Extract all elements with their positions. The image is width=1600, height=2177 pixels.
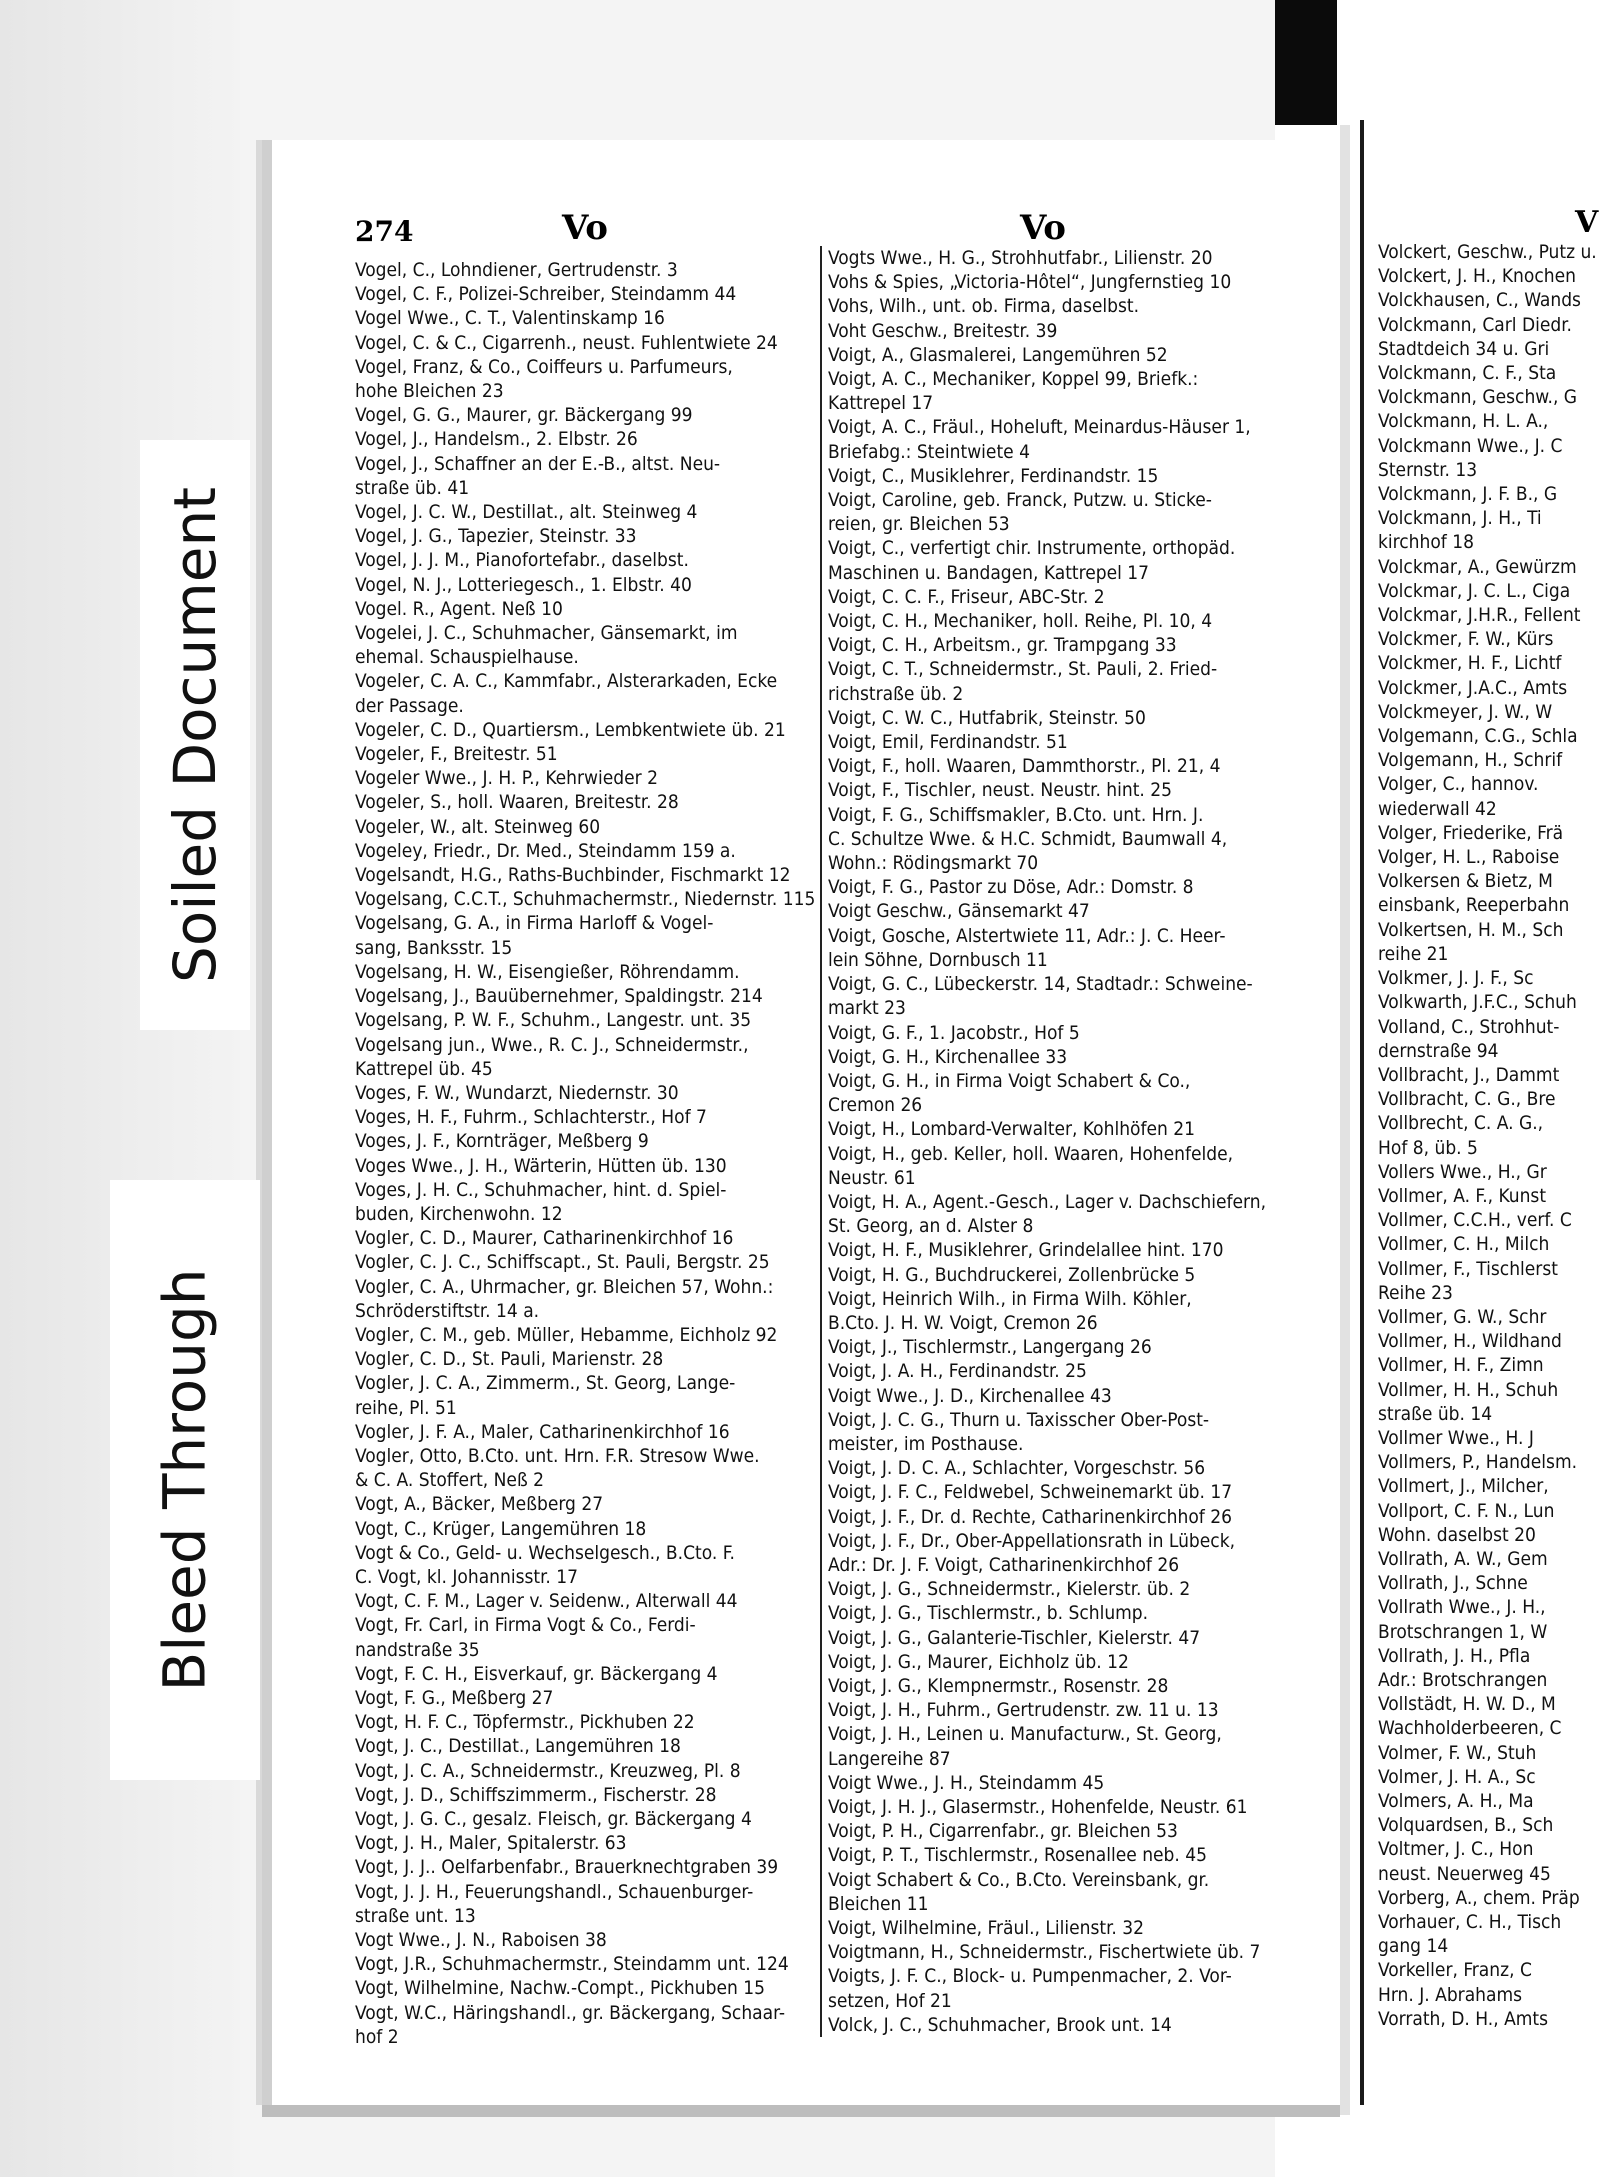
directory-entry: Vollmer, C. H., Milch	[1378, 1233, 1550, 1256]
directory-entry: Voigt, A. C., Mechaniker, Koppel 99, Briefk.:	[828, 368, 1199, 391]
directory-entry: Vogeler, C. A. C., Kammfabr., Alsterarkaden, Ecke	[355, 670, 778, 693]
directory-entry: Kattrepel üb. 45	[355, 1057, 493, 1080]
directory-entry: Voges, J. H. C., Schuhmacher, hint. d. Spiel-	[355, 1178, 727, 1201]
directory-entry: Volger, C., hannov.	[1378, 773, 1539, 796]
directory-entry: Voigt, P. T., Tischlermstr., Rosenallee neb. 45	[828, 1844, 1208, 1867]
directory-entry: Vollstädt, H. W. D., M	[1378, 1693, 1556, 1716]
directory-entry: Voigt, Gosche, Alstertwiete 11, Adr.: J. C. Heer-	[828, 924, 1226, 947]
directory-entry: Voigt Wwe., J. H., Steindamm 45	[828, 1771, 1105, 1794]
directory-entry: Voigt, A. C., Fräul., Hoheluft, Meinardus-Häuser 1,	[828, 416, 1251, 439]
directory-entry: Voigt, J. H., Fuhrm., Gertrudenstr. zw. 11 u. 13	[828, 1699, 1219, 1722]
directory-entry: Cremon 26	[828, 1094, 923, 1117]
directory-entry: Schröderstiftstr. 14 a.	[355, 1299, 540, 1322]
directory-entry: Vorrath, D. H., Amts	[1378, 2007, 1549, 2030]
directory-entry: Volkmer, J. J. F., Sc	[1378, 967, 1534, 990]
directory-entry: Voigt, J. F., Dr., Ober-Appellationsrath in Lübeck,	[828, 1529, 1236, 1552]
directory-entry: Voigt, J. H., Leinen u. Manufacturw., St. Georg,	[828, 1723, 1222, 1746]
directory-entry: Vogeler Wwe., J. H. P., Kehrwieder 2	[355, 767, 658, 790]
directory-entry: Vollmer, C.C.H., verf. C	[1378, 1209, 1572, 1232]
directory-entry: Vogelei, J. C., Schuhmacher, Gänsemarkt, im	[355, 622, 738, 645]
directory-entry: Volckmer, F. W., Kürs	[1378, 628, 1554, 651]
page-bottom-edge	[262, 2105, 1340, 2117]
directory-entry: Voigt, A., Glasmalerei, Langemühren 52	[828, 343, 1168, 366]
directory-entry: Vogel, J. C. W., Destillat., alt. Steinweg 4	[355, 501, 698, 524]
directory-entry: Hof 8, üb. 5	[1378, 1136, 1478, 1159]
directory-entry: Voigt Schabert & Co., B.Cto. Vereinsbank, gr.	[828, 1868, 1210, 1891]
directory-entry: Voigt, J. D. C. A., Schlachter, Vorgeschstr. 56	[828, 1457, 1206, 1480]
directory-entry: reien, gr. Bleichen 53	[828, 513, 1010, 536]
directory-entry: Volmers, A. H., Ma	[1378, 1790, 1534, 1812]
directory-entry: Wachholderbeeren, C	[1378, 1717, 1562, 1740]
directory-entry: der Passage.	[355, 694, 464, 717]
directory-entry: Voigt, H. A., Agent.-Gesch., Lager v. Dachschiefern,	[828, 1190, 1267, 1213]
directory-entry: reihe 21	[1378, 942, 1449, 965]
directory-entry: Vorhauer, C. H., Tisch	[1378, 1911, 1562, 1934]
directory-entry: Vollrath, A. W., Gem	[1378, 1547, 1548, 1570]
directory-entry: Vogler, J. C. A., Zimmerm., St. Georg, Lange-	[355, 1372, 736, 1395]
directory-entry: setzen, Hof 21	[828, 1989, 952, 2012]
directory-entry: Voigt, C. W. C., Hutfabrik, Steinstr. 50	[828, 706, 1146, 729]
directory-entry: Vollmer, H., Wildhand	[1378, 1330, 1562, 1353]
directory-entry: C. Schultze Wwe. & H.C. Schmidt, Baumwall 4,	[828, 827, 1228, 850]
directory-entry: Voigt, C. H., Arbeitsm., gr. Trampgang 33	[828, 634, 1177, 657]
directory-entry: Vogeley, Friedr., Dr. Med., Steindamm 159 a.	[355, 839, 736, 862]
directory-entry: Voigt, C. H., Mechaniker, holl. Reihe, Pl. 10, 4	[828, 610, 1213, 633]
directory-entry: Vogel, J. J. M., Pianofortefabr., daselbst.	[355, 549, 689, 572]
directory-entry: Voigt, J. G., Schneidermstr., Kielerstr. üb. 2	[828, 1578, 1191, 1601]
directory-entry: meister, im Posthause.	[828, 1432, 1024, 1455]
directory-entry: Volckmann, J. F. B., G	[1378, 483, 1558, 506]
directory-entry: buden, Kirchenwohn. 12	[355, 1202, 563, 1225]
directory-entry: Voigt, J., Tischlermstr., Langergang 26	[828, 1336, 1152, 1359]
directory-entry: Vogel, Franz, & Co., Coiffeurs u. Parfumeurs,	[355, 355, 733, 378]
page-edge	[1340, 125, 1350, 2115]
directory-entry: Wohn. daselbst 20	[1378, 1523, 1536, 1546]
directory-entry: Vollbrecht, C. A. G.,	[1378, 1112, 1544, 1135]
directory-entry: Wohn.: Rödingsmarkt 70	[828, 852, 1039, 875]
directory-entry: Volmer, J. H. A., Sc	[1378, 1765, 1536, 1788]
directory-entry: Voigt, J. A. H., Ferdinandstr. 25	[828, 1360, 1087, 1383]
directory-entry: straße üb. 14	[1378, 1402, 1493, 1425]
directory-entry: Voigt, Heinrich Wilh., in Firma Wilh. Köhler,	[828, 1287, 1192, 1310]
directory-entry: Volckmar, A., Gewürzm	[1378, 555, 1577, 578]
directory-entry: Vogler, C. D., Maurer, Catharinenkirchhof 16	[355, 1227, 734, 1250]
directory-entry: Vogt, F. G., Meßberg 27	[355, 1686, 554, 1709]
directory-entry: Vogelsandt, H.G., Raths-Buchbinder, Fischmarkt 12	[355, 864, 791, 887]
directory-entry: reihe, Pl. 51	[355, 1396, 457, 1419]
directory-entry: Neustr. 61	[828, 1166, 916, 1189]
directory-entry: Voigt, Emil, Ferdinandstr. 51	[828, 731, 1068, 754]
directory-entry: Voigtmann, H., Schneidermstr., Fischertwiete üb. 7	[828, 1941, 1261, 1964]
directory-entry: Voigt, G. F., 1. Jacobstr., Hof 5	[828, 1021, 1080, 1044]
directory-entry: Vorkeller, Franz, C	[1378, 1959, 1532, 1982]
directory-entry: Vorberg, A., chem. Präp	[1378, 1886, 1580, 1909]
directory-entry: Vollmer, F., Tischlerst	[1378, 1257, 1558, 1280]
directory-entry: Volland, C., Strohhut-	[1378, 1015, 1560, 1038]
directory-entry: Voigt, F., Tischler, neust. Neustr. hint. 25	[828, 779, 1173, 802]
directory-entry: Vogt, C. F. M., Lager v. Seidenw., Alterwall 44	[355, 1590, 738, 1613]
directory-entry: Volckmeyer, J. W., W	[1378, 700, 1553, 723]
directory-entry: Voigt, C. C. F., Friseur, ABC-Str. 2	[828, 585, 1105, 608]
directory-entry: Voigt, J. H. J., Glasermstr., Hohenfelde, Neustr. 61	[828, 1796, 1248, 1818]
directory-entry: Vogel, J. G., Tapezier, Steinstr. 33	[355, 525, 637, 548]
directory-entry: Adr.: Dr. J. F. Voigt, Catharinenkirchhof 26	[828, 1553, 1180, 1576]
directory-entry: Vogelsang, G. A., in Firma Harloff & Vogel-	[355, 912, 714, 935]
directory-entry: Vollmer, A. F., Kunst	[1378, 1184, 1547, 1207]
directory-entry: Reihe 23	[1378, 1281, 1453, 1304]
directory-entry: Vollmer, G. W., Schr	[1378, 1305, 1547, 1328]
directory-entry: Langereihe 87	[828, 1747, 951, 1770]
directory-entry: Voigt, J. C. G., Thurn u. Taxisscher Ober-Post-	[828, 1408, 1210, 1431]
running-head-right: Vo	[1020, 208, 1066, 248]
directory-entry: Vogt, A., Bäcker, Meßberg 27	[355, 1493, 604, 1516]
directory-entry: Vogt Wwe., J. N., Raboisen 38	[355, 1929, 607, 1952]
directory-entry: straße üb. 41	[355, 476, 470, 499]
directory-entry: Vollrath, J. H., Pfla	[1378, 1644, 1531, 1667]
directory-entry: Vogeler, W., alt. Steinweg 60	[355, 815, 601, 838]
directory-entry: Vogler, Otto, B.Cto. unt. Hrn. F.R. Stresow Wwe.	[355, 1444, 760, 1467]
directory-entry: Voigt, J. G., Maurer, Eichholz üb. 12	[828, 1650, 1129, 1673]
directory-entry: Vollmer, H. H., Schuh	[1378, 1378, 1559, 1401]
directory-entry: einsbank, Reeperbahn	[1378, 894, 1570, 917]
directory-entry: Volgemann, H., Schrif	[1378, 749, 1563, 772]
directory-entry: Voigt, H., Lombard-Verwalter, Kohlhöfen 21	[828, 1118, 1196, 1141]
directory-entry: Vogel, C. & C., Cigarrenh., neust. Fuhlentwiete 24	[355, 331, 778, 354]
directory-entry: Voges Wwe., J. H., Wärterin, Hütten üb. 130	[355, 1154, 727, 1177]
directory-entry: Voigts, J. F. C., Block- u. Pumpenmacher, 2. Vor-	[828, 1965, 1232, 1988]
directory-entry: Vollrath Wwe., J. H.,	[1378, 1596, 1546, 1619]
directory-entry: Vogt, J. G. C., gesalz. Fleisch, gr. Bäckergang 4	[355, 1808, 752, 1830]
directory-entry: Voigt, C., Musiklehrer, Ferdinandstr. 15	[828, 464, 1159, 487]
directory-entry: Volkersen & Bietz, M	[1378, 870, 1553, 893]
directory-entry: Vogt, J. C., Destillat., Langemühren 18	[355, 1735, 681, 1758]
directory-entry: Voigt, G. H., Kirchenallee 33	[828, 1045, 1068, 1068]
directory-entry: Vogt, C., Krüger, Langemühren 18	[355, 1517, 647, 1540]
directory-entry: Hrn. J. Abrahams	[1378, 1983, 1523, 2006]
directory-entry: Briefabg.: Steintwiete 4	[828, 440, 1030, 463]
directory-entry: Vogel, G. G., Maurer, gr. Bäckergang 99	[355, 404, 693, 427]
directory-entry: Volckert, Geschw., Putz u.	[1378, 241, 1597, 263]
directory-entry: Voigt, J. F., Dr. d. Rechte, Catharinenkirchhof 26	[828, 1505, 1232, 1528]
directory-entry: Vogt, W.C., Häringshandl., gr. Bäckergang, Schaar-	[355, 2001, 786, 2024]
directory-entry: Volckmann Wwe., J. C	[1378, 434, 1563, 457]
directory-entry: Volkertsen, H. M., Sch	[1378, 918, 1564, 941]
directory-entry: Vogel, C., Lohndiener, Gertrudenstr. 3	[355, 259, 678, 281]
directory-entry: Voigt, Caroline, geb. Franck, Putzw. u. Sticke-	[828, 489, 1212, 512]
directory-entry: Voigt, J. G., Tischlermstr., b. Schlump.	[828, 1602, 1149, 1625]
directory-entry: Vogler, C. D., St. Pauli, Marienstr. 28	[355, 1348, 664, 1371]
directory-entry: hohe Bleichen 23	[355, 380, 504, 403]
directory-entry: Volckmann, C. F., Sta	[1378, 362, 1557, 385]
directory-entry: Volckmer, H. F., Lichtf	[1378, 652, 1562, 675]
directory-entry: Vollmer Wwe., H. J	[1378, 1426, 1534, 1449]
directory-entry: Volger, H. L., Raboise	[1378, 846, 1560, 869]
facing-page-head: V	[1575, 205, 1599, 240]
directory-entry: Voigt, P. H., Cigarrenfabr., gr. Bleichen 53	[828, 1820, 1178, 1843]
directory-entry: Vogler, J. F. A., Maler, Catharinenkirchhof 16	[355, 1420, 730, 1443]
directory-entry: Vollmer, H. F., Zimn	[1378, 1354, 1544, 1377]
directory-entry: Vogelsang jun., Wwe., R. C. J., Schneidermstr.,	[355, 1033, 749, 1056]
directory-entry: Vohs, Wilh., unt. ob. Firma, daselbst.	[828, 295, 1140, 318]
directory-entry: Vollers Wwe., H., Gr	[1378, 1160, 1547, 1183]
directory-entry: Volckmar, J. C. L., Ciga	[1378, 579, 1571, 602]
directory-entry: Voigt, Wilhelmine, Fräul., Lilienstr. 32	[828, 1917, 1144, 1940]
directory-entry: Vogt & Co., Geld- u. Wechselgesch., B.Cto. F.	[355, 1541, 735, 1564]
directory-entry: Volquardsen, B., Sch	[1378, 1814, 1554, 1837]
directory-entry: Vogt, J.R., Schuhmachermstr., Steindamm unt. 124	[355, 1953, 789, 1976]
directory-entry: Vogelsang, H. W., Eisengießer, Röhrendamm.	[355, 960, 740, 983]
directory-entry: Volckmann, Carl Diedr.	[1378, 313, 1572, 336]
directory-entry: Kattrepel 17	[828, 392, 934, 415]
directory-entry: ehemal. Schauspielhause.	[355, 646, 579, 669]
directory-entry: Volgemann, C.G., Schla	[1378, 725, 1578, 748]
directory-entry: B.Cto. J. H. W. Voigt, Cremon 26	[828, 1311, 1098, 1334]
directory-entry: Vogel, J., Schaffner an der E.-B., altst. Neu-	[355, 452, 721, 475]
directory-entry: Vogt, Fr. Carl, in Firma Vogt & Co., Ferdi-	[355, 1614, 696, 1637]
running-head-left: Vo	[562, 208, 608, 248]
middle-column	[820, 246, 1288, 2037]
directory-entry: Vogt, J. J.. Oelfarbenfabr., Brauerknechtgraben 39	[355, 1856, 779, 1879]
directory-entry: Maschinen u. Bandagen, Kattrepel 17	[828, 561, 1150, 584]
directory-entry: markt 23	[828, 997, 906, 1020]
directory-entry: Brotschrangen 1, W	[1378, 1620, 1548, 1643]
directory-entry: Volckmar, J.H.R., Fellent	[1378, 604, 1581, 627]
soiled-document-label	[140, 440, 250, 1030]
directory-entry: Voigt, J. F. C., Feldwebel, Schweinemarkt üb. 17	[828, 1481, 1233, 1504]
directory-entry: wiederwall 42	[1378, 797, 1497, 820]
directory-entry: gang 14	[1378, 1935, 1449, 1958]
directory-entry: Volckmer, J.A.C., Amts	[1378, 676, 1568, 699]
directory-entry: Sternstr. 13	[1378, 458, 1478, 481]
directory-entry: Stadtdeich 34 u. Gri	[1378, 337, 1550, 360]
directory-entry: Voht Geschw., Breitestr. 39	[828, 319, 1058, 342]
directory-entry: dernstraße 94	[1378, 1039, 1499, 1062]
directory-entry: Vollrath, J., Schne	[1378, 1572, 1528, 1595]
directory-entry: Volckmann, H. L. A.,	[1378, 410, 1549, 433]
directory-entry: Voigt, F. G., Pastor zu Döse, Adr.: Domstr. 8	[828, 876, 1194, 899]
directory-entry: Vogel. R., Agent. Neß 10	[355, 597, 563, 620]
directory-entry: Volkwarth, J.F.C., Schuh	[1378, 991, 1577, 1014]
directory-entry: Vogt, Wilhelmine, Nachw.-Compt., Pickhuben 15	[355, 1977, 765, 2000]
directory-entry: Volger, Friederike, Frä	[1378, 821, 1564, 844]
directory-entry: Voigt, F., holl. Waaren, Dammthorstr., Pl. 21, 4	[828, 755, 1221, 778]
directory-entry: Vogt, J. D., Schiffszimmerm., Fischerstr. 28	[355, 1783, 717, 1806]
directory-entry: Voigt Geschw., Gänsemarkt 47	[828, 900, 1090, 923]
directory-entry: Vogt, J. H., Maler, Spitalerstr. 63	[355, 1832, 627, 1855]
directory-entry: Vogelsang, C.C.T., Schuhmachermstr., Niedernstr. 115	[355, 888, 816, 911]
directory-entry: sang, Banksstr. 15	[355, 936, 513, 959]
directory-entry: Volck, J. C., Schuhmacher, Brook unt. 14	[828, 2013, 1172, 2036]
left-column	[355, 258, 820, 2049]
directory-entry: Voigt, G. H., in Firma Voigt Schabert & Co.,	[828, 1069, 1191, 1092]
scan-dark-edge	[1275, 0, 1337, 125]
scan-background-left	[0, 0, 240, 2177]
directory-entry: Vogelsang, P. W. F., Schuhm., Langestr. unt. 35	[355, 1009, 752, 1032]
directory-entry: Voigt, H. G., Buchdruckerei, Zollenbrücke 5	[828, 1263, 1196, 1286]
directory-entry: Voigt, F. G., Schiffsmakler, B.Cto. unt. Hrn. J.	[828, 803, 1204, 826]
directory-entry: Vogler, C. A., Uhrmacher, gr. Bleichen 57, Wohn.:	[355, 1275, 774, 1298]
directory-entry: Vogt, J. J. H., Feuerungshandl., Schauenburger-	[355, 1880, 754, 1903]
facing-page-column	[1378, 240, 1600, 2031]
directory-entry: Voigt, H. F., Musiklehrer, Grindelallee hint. 170	[828, 1239, 1224, 1262]
directory-entry: Voigt, J. G., Galanterie-Tischler, Kielerstr. 47	[828, 1626, 1201, 1649]
directory-entry: Voigt, J. G., Klempnermstr., Rosenstr. 28	[828, 1674, 1169, 1697]
directory-entry: Vogler, C. M., geb. Müller, Hebamme, Eichholz 92	[355, 1323, 778, 1346]
directory-entry: Vollbracht, J., Dammt	[1378, 1063, 1560, 1086]
directory-entry: Volckert, J. H., Knochen	[1378, 265, 1576, 288]
directory-entry: kirchhof 18	[1378, 531, 1474, 554]
directory-entry: Vollmers, P., Handelsm.	[1378, 1451, 1578, 1474]
page-number: 274	[355, 215, 414, 248]
directory-entry: Volckhausen, C., Wands	[1378, 289, 1581, 312]
directory-entry: Vohs & Spies, „Victoria-Hôtel“, Jungfernstieg 10	[828, 271, 1232, 294]
directory-entry: Voigt, H., geb. Keller, holl. Waaren, Hohenfelde,	[828, 1142, 1234, 1165]
directory-entry: Bleichen 11	[828, 1892, 929, 1915]
directory-entry: Voges, F. W., Wundarzt, Niedernstr. 30	[355, 1081, 679, 1104]
bleed-through-label	[110, 1180, 260, 1780]
directory-entry: Vogel Wwe., C. T., Valentinskamp 16	[355, 307, 665, 330]
directory-entry: Volmer, F. W., Stuh	[1378, 1741, 1537, 1764]
directory-entry: & C. A. Stoffert, Neß 2	[355, 1469, 545, 1492]
directory-entry: Vogt, F. C. H., Eisverkauf, gr. Bäckergang 4	[355, 1662, 718, 1685]
directory-entry: neust. Neuerweg 45	[1378, 1862, 1551, 1885]
directory-entry: Voigt Wwe., J. D., Kirchenallee 43	[828, 1384, 1112, 1407]
soiled-document-text: Soiled Document	[161, 487, 230, 983]
directory-entry: Vogeler, F., Breitestr. 51	[355, 743, 558, 766]
directory-entry: lein Söhne, Dornbusch 11	[828, 948, 1048, 971]
directory-entry: straße unt. 13	[355, 1904, 476, 1927]
directory-entry: Vogeler, C. D., Quartiersm., Lembkentwiete üb. 21	[355, 718, 786, 741]
bleed-through-text: Bleed Through	[151, 1268, 220, 1692]
directory-entry: Voges, H. F., Fuhrm., Schlachterstr., Hof 7	[355, 1106, 707, 1129]
directory-entry: St. Georg, an d. Alster 8	[828, 1215, 1034, 1238]
directory-entry: Vollbracht, C. G., Bre	[1378, 1088, 1556, 1111]
directory-entry: C. Vogt, kl. Johannisstr. 17	[355, 1565, 578, 1588]
directory-entry: Vogt, J. C. A., Schneidermstr., Kreuzweg, Pl. 8	[355, 1759, 741, 1782]
directory-entry: Vogeler, S., holl. Waaren, Breitestr. 28	[355, 791, 679, 814]
directory-entry: Vogel, N. J., Lotteriegesch., 1. Elbstr. 40	[355, 573, 692, 596]
directory-entry: Volckmann, J. H., Ti	[1378, 507, 1542, 530]
directory-entry: Voges, J. F., Kornträger, Meßberg 9	[355, 1130, 649, 1153]
directory-entry: Voigt, C. T., Schneidermstr., St. Pauli, 2. Fried-	[828, 658, 1218, 681]
directory-entry: richstraße üb. 2	[828, 682, 964, 705]
directory-entry: nandstraße 35	[355, 1638, 480, 1661]
directory-entry: Vogelsang, J., Bauübernehmer, Spaldingstr. 214	[355, 985, 763, 1008]
directory-entry: Voigt, C., verfertigt chir. Instrumente, orthopäd.	[828, 537, 1236, 560]
directory-entry: hof 2	[355, 2025, 399, 2048]
directory-entry: Vogel, J., Handelsm., 2. Elbstr. 26	[355, 428, 638, 451]
directory-entry: Adr.: Brotschrangen	[1378, 1668, 1548, 1691]
directory-entry: Voltmer, J. C., Hon	[1378, 1838, 1534, 1861]
directory-entry: Volckmann, Geschw., G	[1378, 386, 1578, 409]
directory-entry: Vollport, C. F. N., Lun	[1378, 1499, 1555, 1522]
directory-entry: Vogt, H. F. C., Töpfermstr., Pickhuben 22	[355, 1711, 695, 1734]
directory-entry: Vogts Wwe., H. G., Strohhutfabr., Lilienstr. 20	[828, 247, 1213, 269]
directory-entry: Vollmert, J., Milcher,	[1378, 1475, 1549, 1498]
directory-entry: Vogel, C. F., Polizei-Schreiber, Steindamm 44	[355, 283, 737, 306]
directory-entry: Voigt, G. C., Lübeckerstr. 14, Stadtadr.: Schweine-	[828, 973, 1253, 996]
directory-entry: Vogler, C. J. C., Schiffscapt., St. Pauli, Bergstr. 25	[355, 1251, 770, 1274]
